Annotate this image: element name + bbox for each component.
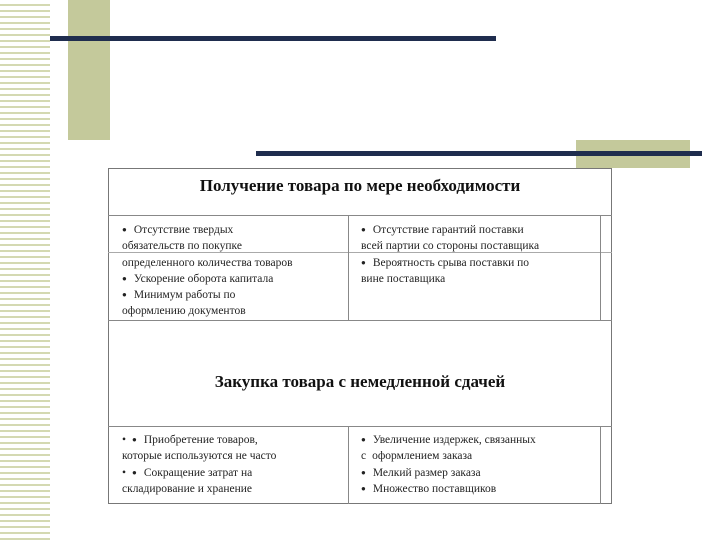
table-divider-2 <box>108 320 612 321</box>
list-item: с оформлением заказа <box>361 450 473 463</box>
bullet-icon: ● <box>122 290 127 300</box>
list-item: • ● Сокращение затрат на <box>122 466 253 479</box>
bullet-icon: ● <box>361 257 366 267</box>
section1-disadvantages <box>361 222 597 287</box>
accent-block-top-left <box>68 0 110 140</box>
table-column-divider-4 <box>600 426 601 504</box>
list-item: ● Минимум работы по <box>122 289 236 302</box>
dot-icon: • <box>122 466 127 479</box>
table-column-divider-1 <box>348 215 349 320</box>
list-item: ● Ускорение оборота капитала <box>122 272 274 285</box>
list-item: • ● Приобретение товаров, <box>122 434 258 446</box>
section2-advantages <box>122 432 344 497</box>
list-item: ● Отсутствие твердых <box>122 224 234 236</box>
bullet-icon: ● <box>361 225 366 234</box>
section1-title: Получение товара по мере необходимости <box>199 176 521 195</box>
bullet-icon: ● <box>361 435 366 444</box>
bullet-icon: ● <box>361 483 366 493</box>
section2-title: Закупка товара с немедленной сдачей <box>214 372 506 391</box>
table-column-divider-3 <box>348 426 349 504</box>
list-item-continuation: оформлению документов <box>122 305 246 318</box>
bullet-icon: ● <box>132 435 137 444</box>
bullet-icon: ● <box>122 225 127 234</box>
bullet-icon: ● <box>122 273 127 283</box>
list-item-continuation: складирование и хранение <box>122 482 253 495</box>
list-item: ● Увеличение издержек, связанных <box>361 434 536 446</box>
list-item-continuation: всей партии со стороны поставщика <box>361 240 540 253</box>
section2-disadvantages <box>361 432 597 497</box>
list-item: ● Множество поставщиков <box>361 482 497 495</box>
dot-icon: • <box>122 434 127 446</box>
list-item-continuation: вине поставщика <box>361 272 446 285</box>
section1-advantages <box>122 222 344 320</box>
list-item: ● Вероятность срыва поставки по <box>361 256 530 269</box>
bullet-icon: ● <box>361 467 366 477</box>
margin-stripes <box>0 0 50 540</box>
table-divider-3 <box>108 426 612 427</box>
list-item-continuation: которые используются не часто <box>122 450 277 463</box>
table-column-divider-2 <box>600 215 601 320</box>
table-divider-1 <box>108 215 612 216</box>
list-item: ● Отсутствие гарантий поставки <box>361 224 524 236</box>
bullet-icon: ● <box>132 467 137 477</box>
list-item: ● Мелкий размер заказа <box>361 466 481 479</box>
list-item-continuation: определенного количества товаров <box>122 256 293 269</box>
decorative-rule-top <box>50 36 496 41</box>
list-item-continuation: обязательств по покупке <box>122 240 242 253</box>
decorative-rule-middle <box>256 151 702 156</box>
